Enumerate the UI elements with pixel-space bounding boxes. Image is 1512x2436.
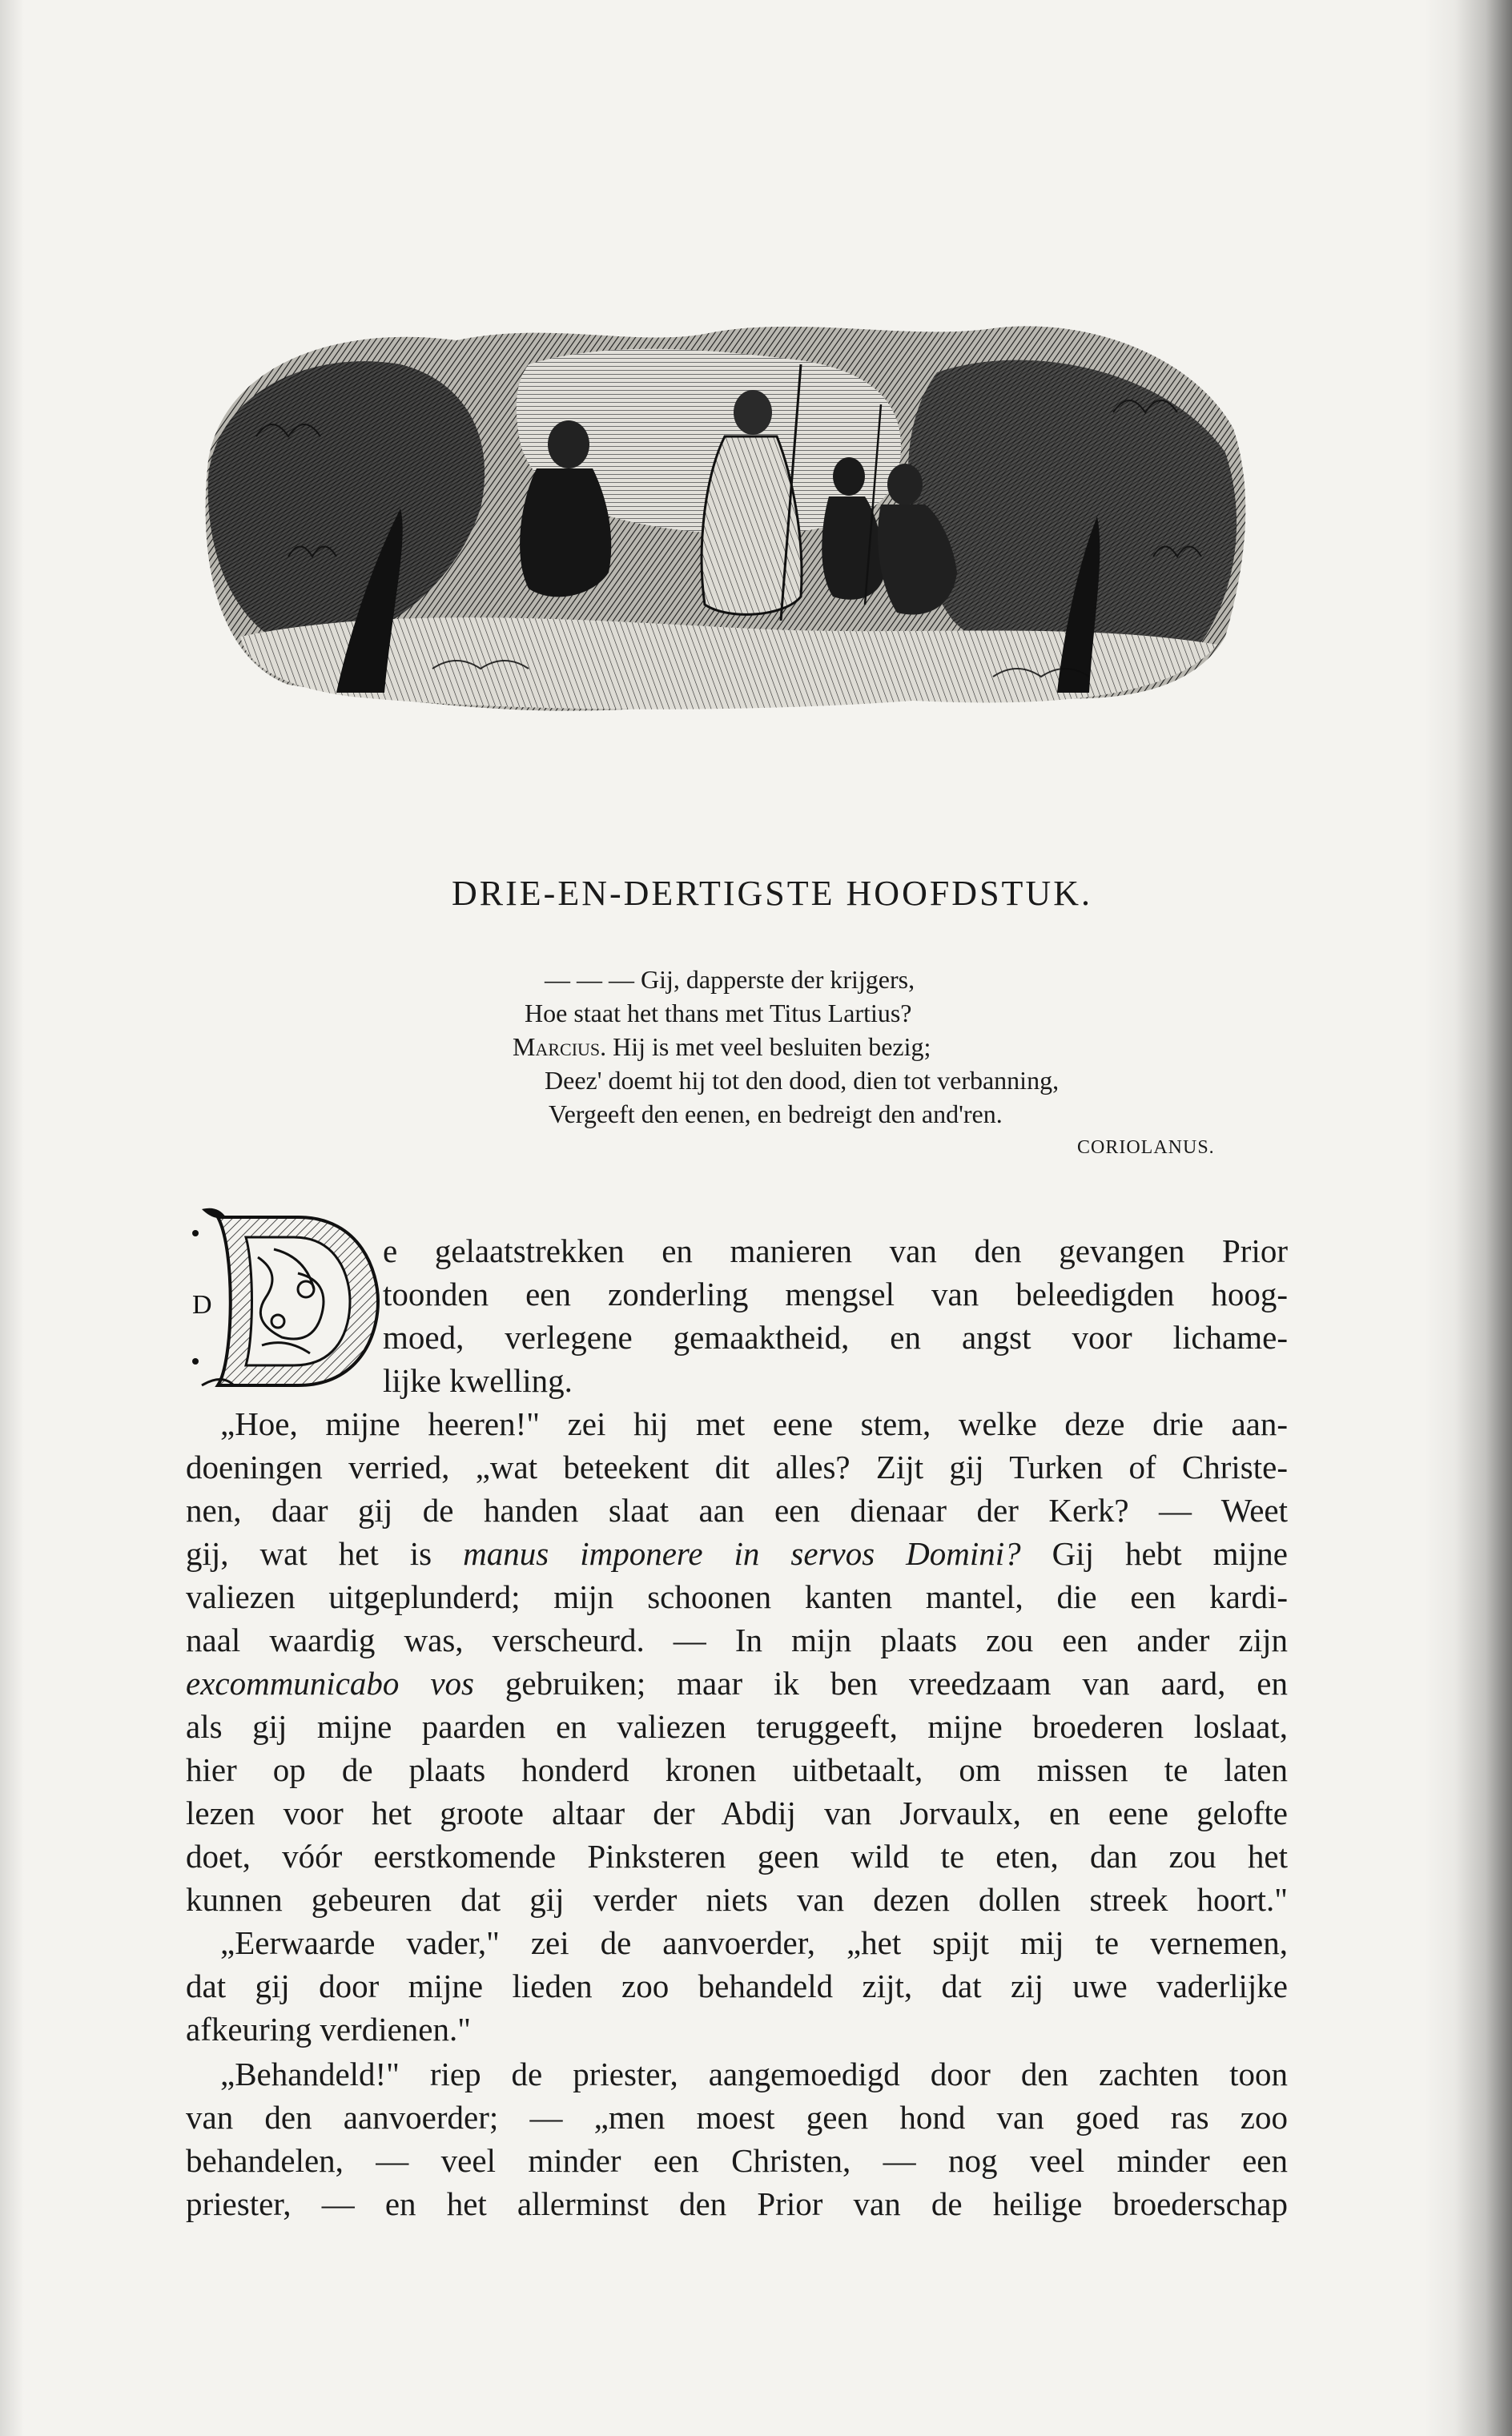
dropcap-ornament [186, 1201, 386, 1393]
body-line: doet, vóór eerstkomende Pinksteren geen wild te eten, dan zou het [186, 1838, 1288, 1875]
epigraph-text: Hij is met veel besluiten bezig; [606, 1032, 931, 1061]
body-line: hier op de plaats honderd kronen uitbetaalt, om missen te laten [186, 1751, 1288, 1788]
body-line: van den aanvoerder; — „men moest geen hond van goed ras zoo [186, 2099, 1288, 2136]
epigraph-line [549, 1099, 1003, 1129]
epigraph-text: — — — Gij, dapperste der krijgers, [545, 965, 915, 994]
body-line: doeningen verried, „wat beteekent dit alles? Zijt gij Turken of Christe- [186, 1449, 1288, 1485]
epigraph-text: Deez' doemt hij tot den dood, dien tot verbanning, [545, 1066, 1060, 1095]
body-line: moed, verlegene gemaaktheid, en angst voor lichame- [383, 1319, 1288, 1356]
body-line: „Eerwaarde vader," zei de aanvoerder, „het spijt mij te vernemen, [220, 1924, 1288, 1961]
body-line: gij, wat het is manus imponere in servos Domini? Gij hebt mijne [186, 1535, 1288, 1572]
epigraph-line [513, 1032, 931, 1062]
body-line: als gij mijne paarden en valiezen teruggeeft, mijne broederen loslaat, [186, 1708, 1288, 1745]
body-line: „Behandeld!" riep de priester, aangemoedigd door den zachten toon [220, 2056, 1288, 2092]
body-line: kunnen gebeuren dat gij verder niets van dezen dollen streek hoort." [186, 1881, 1288, 1918]
body-line: priester, — en het allerminst den Prior van de heilige broederschap [186, 2185, 1288, 2222]
dropcap-letter: D [192, 1290, 212, 1320]
body-line: lezen voor het groote altaar der Abdij van Jorvaulx, en eene gelofte [186, 1795, 1288, 1831]
body-line: „Hoe, mijne heeren!" zei hij met eene stem, welke deze drie aan- [220, 1405, 1288, 1442]
page-edge-left [0, 0, 24, 2436]
page-edge-right-shadow [1424, 0, 1512, 2436]
body-line: e gelaatstrekken en manieren van den gevangen Prior [383, 1232, 1288, 1269]
epigraph-speaker: Marcius. [513, 1032, 607, 1061]
header-engraving [192, 316, 1257, 717]
epigraph-source: CORIOLANUS. [1077, 1137, 1215, 1158]
body-line: naal waardig was, verscheurd. — In mijn plaats zou een ander zijn [186, 1622, 1288, 1658]
body-line: lijke kwelling. [383, 1362, 573, 1399]
body-line: dat gij door mijne lieden zoo behandeld zijt, dat zij uwe vaderlijke [186, 1968, 1288, 2004]
epigraph-line [525, 999, 912, 1028]
body-line: valiezen uitgeplunderd; mijn schoonen kanten mantel, die een kardi- [186, 1578, 1288, 1615]
epigraph-line [545, 965, 915, 995]
body-line: excommunicabo vos gebruiken; maar ik ben vreedzaam van aard, en [186, 1665, 1288, 1702]
body-line: nen, daar gij de handen slaat aan een dienaar der Kerk? — Weet [186, 1492, 1288, 1529]
epigraph-line [545, 1066, 1059, 1095]
body-line: behandelen, — veel minder een Christen, — nog veel minder een [186, 2142, 1288, 2179]
chapter-title: DRIE-EN-DERTIGSTE HOOFDSTUK. [452, 874, 1092, 913]
epigraph-text: Hoe staat het thans met Titus Lartius? [525, 999, 912, 1027]
body-line: toonden een zonderling mengsel van beleedigden hoog- [383, 1276, 1288, 1312]
epigraph-text: Vergeeft den eenen, en bedreigt den and'ren. [549, 1099, 1003, 1128]
body-line: afkeuring verdienen." [186, 2011, 471, 2048]
